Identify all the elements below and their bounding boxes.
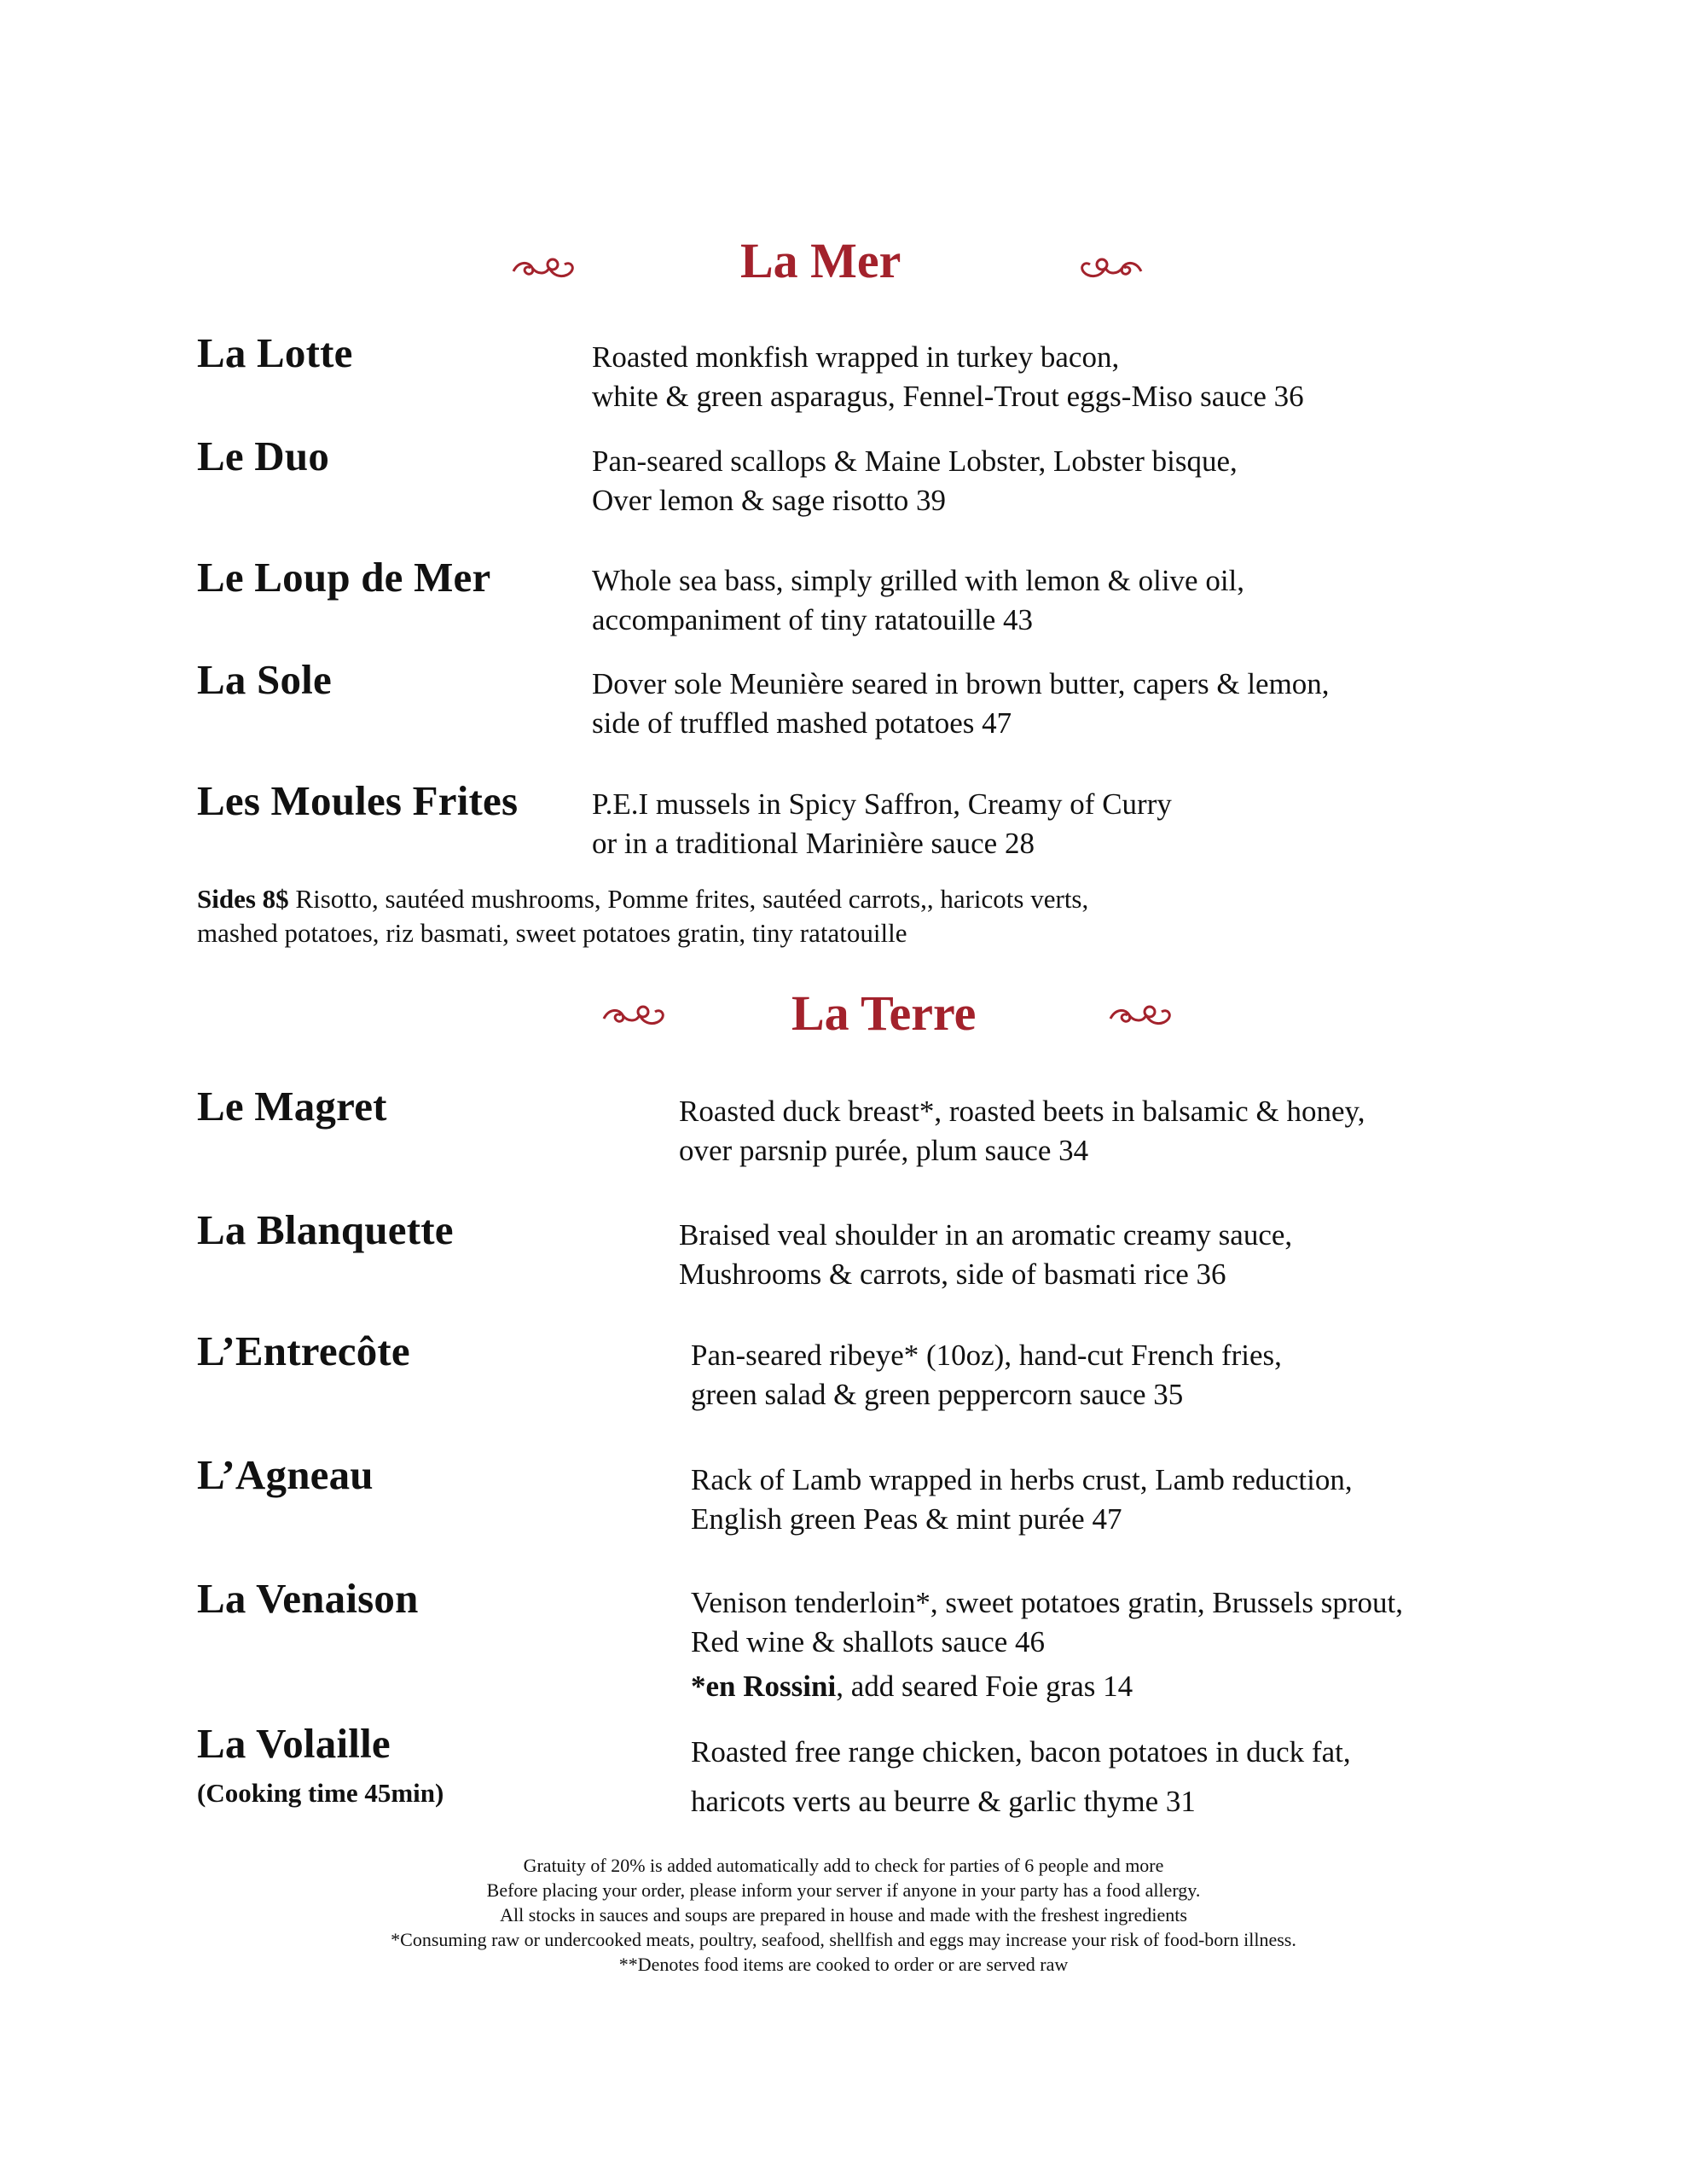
dish-name-le-magret: Le Magret	[197, 1083, 387, 1130]
footer-line: **Denotes food items are cooked to order or are served raw	[618, 1954, 1069, 1975]
footer-line: All stocks in sauces and soups are prepared in house and made with the freshest ingredients	[500, 1904, 1187, 1926]
description-line: P.E.I mussels in Spicy Saffron, Creamy of Curry	[592, 787, 1172, 821]
dish-name-l-agneau: L’Agneau	[197, 1451, 374, 1498]
dish-description-la-venaison	[691, 1583, 1403, 1662]
scroll-flourish-icon	[1107, 1000, 1175, 1031]
scroll-flourish-icon	[510, 253, 578, 283]
dish-description-la-volaille	[691, 1728, 1351, 1827]
description-line: Pan-seared ribeye* (10oz), hand-cut French fries,	[691, 1339, 1282, 1372]
sides-list	[197, 882, 1088, 950]
dish-name-la-blanquette: La Blanquette	[197, 1206, 454, 1253]
description-line: Roasted monkfish wrapped in turkey bacon,	[592, 340, 1120, 374]
rossini-option	[691, 1667, 1133, 1706]
dish-description-la-lotte	[592, 338, 1304, 416]
rossini-detail: , add seared Foie gras 14	[836, 1670, 1133, 1703]
dish-description-la-sole	[592, 665, 1330, 743]
description-line: side of truffled mashed potatoes 47	[592, 706, 1012, 740]
scroll-flourish-icon	[1076, 253, 1145, 283]
description-line: Roasted duck breast*, roasted beets in balsamic & honey,	[679, 1095, 1365, 1128]
description-line: accompaniment of tiny ratatouille 43	[592, 603, 1034, 636]
dish-description-le-magret	[679, 1092, 1365, 1170]
description-line: haricots verts au beurre & garlic thyme 31	[691, 1785, 1196, 1818]
cooking-time-note: (Cooking time 45min)	[197, 1778, 444, 1808]
dish-name-la-lotte: La Lotte	[197, 329, 353, 376]
sides-line-2: mashed potatoes, riz basmati, sweet potatoes gratin, tiny ratatouille	[197, 918, 907, 948]
footer-notes	[0, 1853, 1687, 1977]
footer-line: Gratuity of 20% is added automatically add to check for parties of 6 people and more	[523, 1855, 1164, 1876]
description-line: Red wine & shallots sauce 46	[691, 1625, 1046, 1658]
dish-description-le-duo	[592, 442, 1238, 520]
footer-line: *Consuming raw or undercooked meats, poultry, seafood, shellfish and eggs may increase your risk of food-born illness.	[391, 1929, 1296, 1950]
description-line: or in a traditional Marinière sauce 28	[592, 827, 1035, 860]
la-terre-title: La Terre	[791, 985, 977, 1041]
dish-name-la-volaille: La Volaille	[197, 1720, 391, 1767]
footer-line: Before placing your order, please inform your server if anyone in your party has a food allergy.	[486, 1879, 1201, 1901]
dish-name-le-loup-de-mer: Le Loup de Mer	[197, 554, 491, 601]
sides-line-1: Risotto, sautéed mushrooms, Pomme frites, sautéed carrots,, haricots verts,	[288, 884, 1089, 914]
dish-name-la-sole: La Sole	[197, 656, 332, 703]
description-line: Over lemon & sage risotto 39	[592, 484, 947, 517]
dish-description-l-agneau	[691, 1461, 1353, 1539]
description-line: green salad & green peppercorn sauce 35	[691, 1378, 1184, 1411]
dish-name-la-venaison: La Venaison	[197, 1575, 419, 1622]
sides-label: Sides 8$	[197, 884, 289, 914]
dish-name-les-moules-frites: Les Moules Frites	[197, 777, 519, 824]
description-line: Whole sea bass, simply grilled with lemon & olive oil,	[592, 564, 1245, 597]
dish-description-les-moules-frites	[592, 785, 1172, 863]
la-mer-title: La Mer	[740, 233, 901, 288]
scroll-flourish-icon	[600, 1000, 669, 1031]
description-line: white & green asparagus, Fennel-Trout eggs-Miso sauce 36	[592, 380, 1304, 413]
description-line: Roasted free range chicken, bacon potatoes in duck fat,	[691, 1735, 1351, 1769]
description-line: Rack of Lamb wrapped in herbs crust, Lamb reduction,	[691, 1463, 1353, 1496]
description-line: English green Peas & mint purée 47	[691, 1502, 1122, 1536]
description-line: Braised veal shoulder in an aromatic creamy sauce,	[679, 1218, 1293, 1252]
rossini-label: *en Rossini	[691, 1670, 837, 1703]
dish-description-le-loup-de-mer	[592, 561, 1244, 640]
dish-name-le-duo: Le Duo	[197, 433, 330, 479]
dish-name-l-entrecote: L’Entrecôte	[197, 1327, 410, 1374]
dish-description-l-entrecote	[691, 1336, 1282, 1414]
description-line: over parsnip purée, plum sauce 34	[679, 1134, 1089, 1167]
description-line: Pan-seared scallops & Maine Lobster, Lobster bisque,	[592, 444, 1238, 478]
dish-description-la-blanquette	[679, 1216, 1292, 1294]
description-line: Mushrooms & carrots, side of basmati rice 36	[679, 1258, 1226, 1291]
description-line: Dover sole Meunière seared in brown butter, capers & lemon,	[592, 667, 1330, 700]
description-line: Venison tenderloin*, sweet potatoes gratin, Brussels sprout,	[691, 1586, 1404, 1619]
